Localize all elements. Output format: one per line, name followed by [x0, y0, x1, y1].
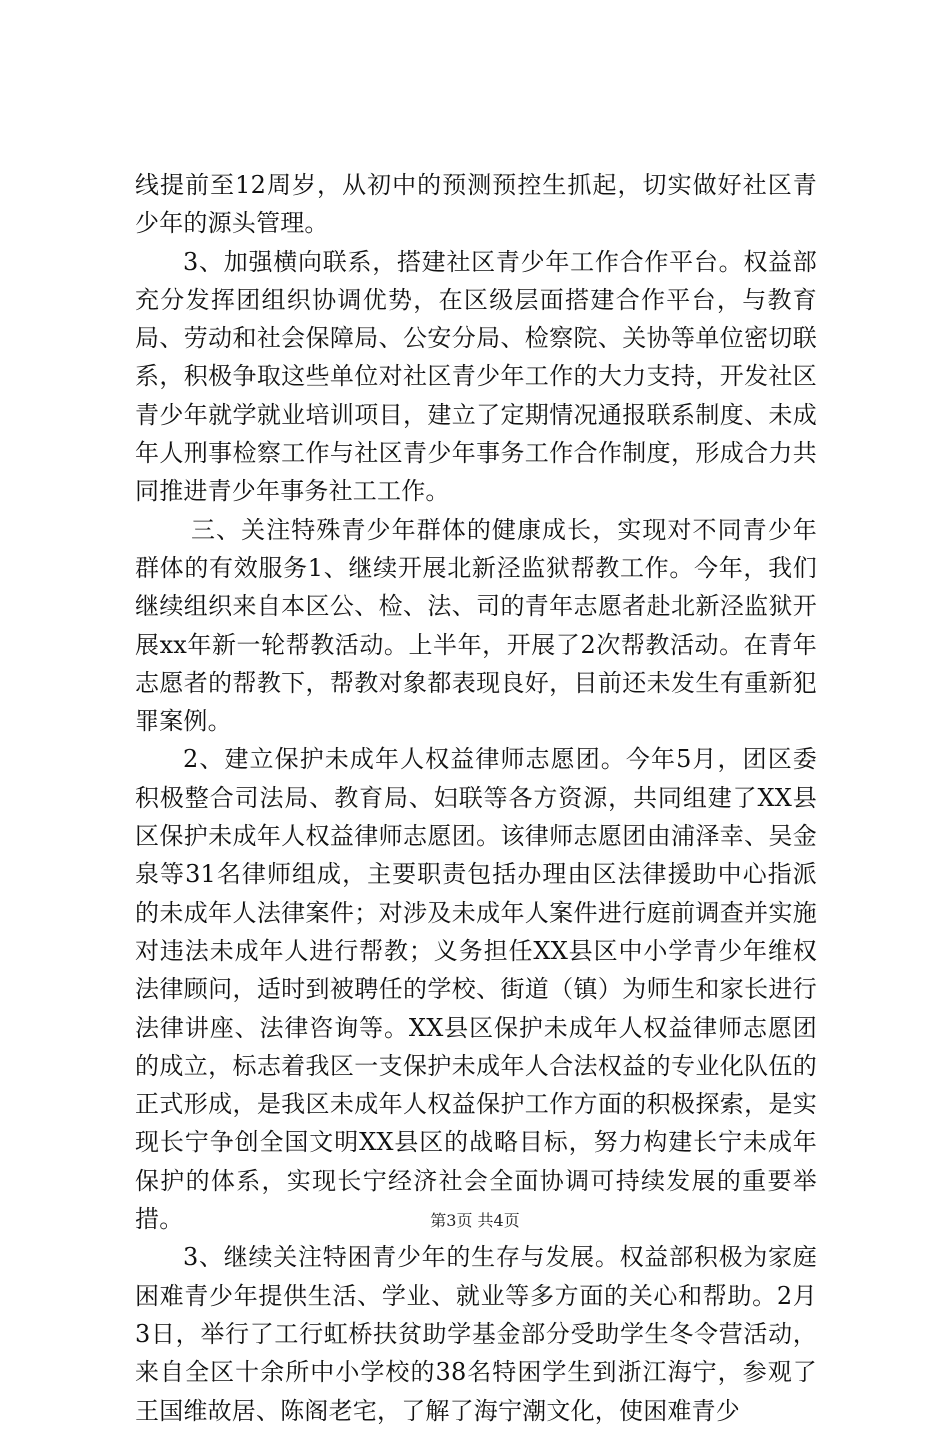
paragraph-horizontal-cooperation: 3、加强横向联系，搭建社区青少年工作合作平台。权益部充分发挥团组织协调优势，在区级层面搭建合作平台，与教育局、劳动和社会保障局、公安分局、检察院、关协等单位密切联系，积极争取这些单位对社区青少年工作的大力支持，开发社区青少年就学就业培训项目，建立了定期情况通报联系制度、未成年人刑事检察工作与社区青少年事务工作合作制度，形成合力共同推进青少年事务社工工作。 [135, 247, 817, 506]
paragraph-needy-youth: 3、继续关注特困青少年的生存与发展。权益部积极为家庭困难青少年提供生活、学业、就业等多方面的关心和帮助。2月3日，举行了工行虹桥扶贫助学基金部分受助学生冬令营活动，来自全区十余所中小学校的38名特困学生到浙江海宁，参观了王国维故居、陈阁老宅，了解了海宁潮文化，使困难青少 [135, 1243, 817, 1425]
paragraph-special-youth-groups: 三、关注特殊青少年群体的健康成长，实现对不同青少年群体的有效服务1、继续开展北新泾监狱帮教工作。今年，我们继续组织来自本区公、检、法、司的青年志愿者赴北新泾监狱开展xx年新一轮帮教活动。上半年，开展了2次帮教活动。在青年志愿者的帮教下，帮教对象都表现良好，目前还未发生有重新犯罪案例。 [135, 515, 817, 736]
document-body [135, 166, 817, 1430]
paragraph-lawyer-volunteer-group: 2、建立保护未成年人权益律师志愿团。今年5月，团区委积极整合司法局、教育局、妇联等各方资源，共同组建了XX县区保护未成年人权益律师志愿团。该律师志愿团由浦泽幸、吴金泉等31名律师组成，主要职责包括办理由区法律援助中心指派的未成年人法律案件；对涉及未成年人案件进行庭前调查并实施对违法未成年人进行帮教；义务担任XX县区中小学青少年维权法律顾问，适时到被聘任的学校、街道（镇）为师生和家长进行法律讲座、法律咨询等。XX县区保护未成年人权益律师志愿团的成立，标志着我区一支保护未成年人合法权益的专业化队伍的正式形成，是我区未成年人权益保护工作方面的积极探索，是实现长宁争创全国文明XX县区的战略目标，努力构建长宁未成年保护的体系，实现长宁经济社会全面协调可持续发展的重要举措。 [135, 745, 817, 1234]
page-number-footer: 第3页 共4页 [430, 1211, 520, 1230]
paragraph-continuation: 线提前至12周岁，从初中的预测预控生抓起，切实做好社区青少年的源头管理。 [135, 171, 817, 238]
